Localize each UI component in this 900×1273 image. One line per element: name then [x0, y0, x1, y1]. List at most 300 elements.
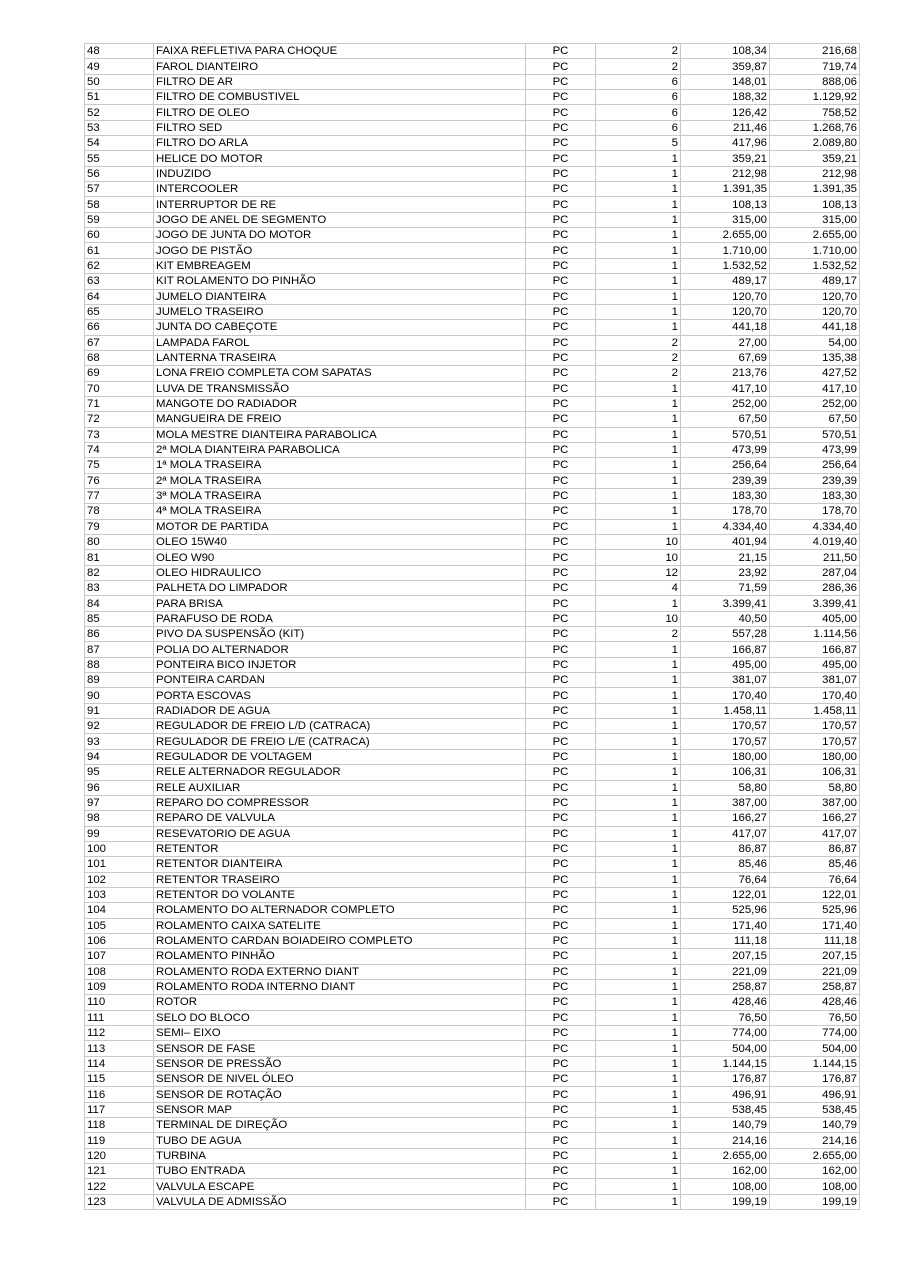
item-description: FAIXA REFLETIVA PARA CHOQUE: [154, 44, 526, 59]
item-unit-price: 258,87: [681, 979, 770, 994]
item-description: MOLA MESTRE DIANTEIRA PARABOLICA: [154, 427, 526, 442]
item-number: 61: [85, 243, 154, 258]
item-number: 74: [85, 442, 154, 457]
item-description: 3ª MOLA TRASEIRA: [154, 488, 526, 503]
item-total-price: 86,87: [770, 841, 860, 856]
table-row: [85, 535, 860, 550]
item-quantity: 1: [596, 765, 681, 780]
item-unit-price: 111,18: [681, 933, 770, 948]
item-unit-price: 162,00: [681, 1164, 770, 1179]
item-description: PONTEIRA BICO INJETOR: [154, 657, 526, 672]
item-number: 66: [85, 320, 154, 335]
table-row: [85, 811, 860, 826]
item-total-price: 108,00: [770, 1179, 860, 1194]
item-number: 55: [85, 151, 154, 166]
item-quantity: 1: [596, 1148, 681, 1163]
item-description: RELE AUXILIAR: [154, 780, 526, 795]
item-unit: PC: [526, 749, 596, 764]
item-quantity: 1: [596, 657, 681, 672]
item-description: FILTRO DE AR: [154, 74, 526, 89]
item-number: 104: [85, 903, 154, 918]
item-description: 4ª MOLA TRASEIRA: [154, 504, 526, 519]
item-quantity: 1: [596, 488, 681, 503]
item-description: SENSOR DE ROTAÇÃO: [154, 1087, 526, 1102]
item-description: FILTRO SED: [154, 120, 526, 135]
item-description: MANGUEIRA DE FREIO: [154, 412, 526, 427]
table-row: [85, 780, 860, 795]
item-unit-price: 473,99: [681, 442, 770, 457]
item-unit-price: 140,79: [681, 1118, 770, 1133]
item-description: RADIADOR DE AGUA: [154, 703, 526, 718]
item-number: 86: [85, 627, 154, 642]
item-total-price: 359,21: [770, 151, 860, 166]
item-unit-price: 76,50: [681, 1010, 770, 1025]
item-unit: PC: [526, 673, 596, 688]
item-quantity: 1: [596, 182, 681, 197]
table-row: [85, 749, 860, 764]
item-quantity: 10: [596, 550, 681, 565]
item-description: PORTA ESCOVAS: [154, 688, 526, 703]
item-unit-price: 176,87: [681, 1072, 770, 1087]
item-quantity: 1: [596, 872, 681, 887]
item-number: 99: [85, 826, 154, 841]
item-total-price: 58,80: [770, 780, 860, 795]
item-unit: PC: [526, 949, 596, 964]
item-unit: PC: [526, 228, 596, 243]
table-row: [85, 841, 860, 856]
item-total-price: 166,27: [770, 811, 860, 826]
item-quantity: 6: [596, 120, 681, 135]
item-unit-price: 428,46: [681, 995, 770, 1010]
item-unit-price: 188,32: [681, 90, 770, 105]
item-total-price: 525,96: [770, 903, 860, 918]
table-row: [85, 688, 860, 703]
item-number: 121: [85, 1164, 154, 1179]
item-number: 80: [85, 535, 154, 550]
table-row: [85, 1102, 860, 1117]
parts-table: [84, 43, 860, 1210]
item-unit: PC: [526, 59, 596, 74]
item-total-price: 170,57: [770, 719, 860, 734]
item-description: ROLAMENTO RODA EXTERNO DIANT: [154, 964, 526, 979]
item-total-price: 120,70: [770, 304, 860, 319]
item-quantity: 1: [596, 841, 681, 856]
item-description: LANTERNA TRASEIRA: [154, 350, 526, 365]
table-row: [85, 979, 860, 994]
item-description: JOGO DE ANEL DE SEGMENTO: [154, 212, 526, 227]
item-quantity: 1: [596, 1102, 681, 1117]
item-total-price: 183,30: [770, 488, 860, 503]
item-number: 87: [85, 642, 154, 657]
table-row: [85, 427, 860, 442]
table-row: [85, 44, 860, 59]
item-number: 102: [85, 872, 154, 887]
table-row: [85, 212, 860, 227]
item-description: PONTEIRA CARDAN: [154, 673, 526, 688]
table-row: [85, 274, 860, 289]
item-unit-price: 23,92: [681, 565, 770, 580]
table-row: [85, 488, 860, 503]
item-quantity: 1: [596, 473, 681, 488]
item-unit: PC: [526, 289, 596, 304]
item-unit: PC: [526, 857, 596, 872]
item-total-price: 1.144,15: [770, 1056, 860, 1071]
table-row: [85, 1087, 860, 1102]
item-quantity: 1: [596, 596, 681, 611]
item-unit-price: 538,45: [681, 1102, 770, 1117]
item-total-price: 381,07: [770, 673, 860, 688]
item-number: 103: [85, 887, 154, 902]
item-unit-price: 170,57: [681, 734, 770, 749]
item-description: VALVULA DE ADMISSÃO: [154, 1194, 526, 1209]
item-description: RETENTOR DIANTEIRA: [154, 857, 526, 872]
item-unit: PC: [526, 166, 596, 181]
item-description: ROTOR: [154, 995, 526, 1010]
item-unit: PC: [526, 320, 596, 335]
item-number: 116: [85, 1087, 154, 1102]
item-description: JOGO DE PISTÃO: [154, 243, 526, 258]
item-total-price: 162,00: [770, 1164, 860, 1179]
table-row: [85, 795, 860, 810]
item-number: 51: [85, 90, 154, 105]
item-number: 93: [85, 734, 154, 749]
table-row: [85, 887, 860, 902]
item-total-price: 76,50: [770, 1010, 860, 1025]
item-quantity: 5: [596, 136, 681, 151]
item-total-price: 496,91: [770, 1087, 860, 1102]
item-number: 84: [85, 596, 154, 611]
item-description: POLIA DO ALTERNADOR: [154, 642, 526, 657]
item-number: 56: [85, 166, 154, 181]
item-quantity: 1: [596, 826, 681, 841]
item-description: 1ª MOLA TRASEIRA: [154, 458, 526, 473]
item-quantity: 1: [596, 396, 681, 411]
item-unit: PC: [526, 872, 596, 887]
table-row: [85, 166, 860, 181]
item-total-price: 888,06: [770, 74, 860, 89]
item-total-price: 212,98: [770, 166, 860, 181]
item-quantity: 1: [596, 458, 681, 473]
item-description: ROLAMENTO DO ALTERNADOR COMPLETO: [154, 903, 526, 918]
item-quantity: 1: [596, 857, 681, 872]
item-number: 100: [85, 841, 154, 856]
item-total-price: 76,64: [770, 872, 860, 887]
item-total-price: 258,87: [770, 979, 860, 994]
item-unit-price: 417,07: [681, 826, 770, 841]
item-number: 48: [85, 44, 154, 59]
table-row: [85, 289, 860, 304]
item-unit: PC: [526, 366, 596, 381]
item-number: 110: [85, 995, 154, 1010]
item-quantity: 1: [596, 320, 681, 335]
table-row: [85, 412, 860, 427]
item-description: KIT EMBREAGEM: [154, 258, 526, 273]
item-quantity: 1: [596, 703, 681, 718]
item-total-price: 758,52: [770, 105, 860, 120]
item-description: RESEVATORIO DE AGUA: [154, 826, 526, 841]
item-unit: PC: [526, 1118, 596, 1133]
item-unit: PC: [526, 979, 596, 994]
item-unit: PC: [526, 90, 596, 105]
item-unit: PC: [526, 995, 596, 1010]
item-unit: PC: [526, 1041, 596, 1056]
item-unit-price: 381,07: [681, 673, 770, 688]
item-total-price: 252,00: [770, 396, 860, 411]
table-row: [85, 550, 860, 565]
item-number: 68: [85, 350, 154, 365]
item-number: 57: [85, 182, 154, 197]
item-number: 53: [85, 120, 154, 135]
item-number: 109: [85, 979, 154, 994]
item-total-price: 286,36: [770, 581, 860, 596]
table-row: [85, 59, 860, 74]
table-row: [85, 151, 860, 166]
item-quantity: 1: [596, 995, 681, 1010]
table-row: [85, 657, 860, 672]
table-row: [85, 673, 860, 688]
item-total-price: 122,01: [770, 887, 860, 902]
item-description: RETENTOR DO VOLANTE: [154, 887, 526, 902]
item-quantity: 1: [596, 795, 681, 810]
item-total-price: 166,87: [770, 642, 860, 657]
item-unit-price: 120,70: [681, 289, 770, 304]
item-total-price: 2.655,00: [770, 1148, 860, 1163]
item-unit-price: 2.655,00: [681, 1148, 770, 1163]
item-unit: PC: [526, 519, 596, 534]
item-number: 79: [85, 519, 154, 534]
item-description: SENSOR DE PRESSÃO: [154, 1056, 526, 1071]
item-unit-price: 212,98: [681, 166, 770, 181]
item-number: 76: [85, 473, 154, 488]
item-number: 94: [85, 749, 154, 764]
item-unit-price: 40,50: [681, 611, 770, 626]
item-quantity: 1: [596, 1087, 681, 1102]
table-row: [85, 396, 860, 411]
item-quantity: 2: [596, 627, 681, 642]
item-number: 98: [85, 811, 154, 826]
item-quantity: 1: [596, 1010, 681, 1025]
item-unit-price: 221,09: [681, 964, 770, 979]
item-unit-price: 108,13: [681, 197, 770, 212]
item-total-price: 4.019,40: [770, 535, 860, 550]
item-number: 64: [85, 289, 154, 304]
item-unit: PC: [526, 826, 596, 841]
table-row: [85, 826, 860, 841]
item-quantity: 1: [596, 1194, 681, 1209]
table-row: [85, 350, 860, 365]
item-total-price: 495,00: [770, 657, 860, 672]
item-number: 78: [85, 504, 154, 519]
table-row: [85, 903, 860, 918]
item-total-price: 473,99: [770, 442, 860, 457]
item-quantity: 1: [596, 964, 681, 979]
item-unit-price: 148,01: [681, 74, 770, 89]
item-unit: PC: [526, 1087, 596, 1102]
item-quantity: 1: [596, 949, 681, 964]
item-unit: PC: [526, 719, 596, 734]
item-number: 101: [85, 857, 154, 872]
item-description: TUBO DE AGUA: [154, 1133, 526, 1148]
item-unit-price: 256,64: [681, 458, 770, 473]
table-row: [85, 473, 860, 488]
item-description: MOTOR DE PARTIDA: [154, 519, 526, 534]
item-quantity: 1: [596, 979, 681, 994]
item-quantity: 1: [596, 304, 681, 319]
item-description: SENSOR DE FASE: [154, 1041, 526, 1056]
item-total-price: 287,04: [770, 565, 860, 580]
item-total-price: 570,51: [770, 427, 860, 442]
item-unit-price: 211,46: [681, 120, 770, 135]
item-quantity: 2: [596, 44, 681, 59]
item-number: 85: [85, 611, 154, 626]
item-number: 77: [85, 488, 154, 503]
item-description: LUVA DE TRANSMISSÃO: [154, 381, 526, 396]
item-unit-price: 315,00: [681, 212, 770, 227]
item-unit-price: 441,18: [681, 320, 770, 335]
item-description: FAROL DIANTEIRO: [154, 59, 526, 74]
item-quantity: 6: [596, 90, 681, 105]
item-unit-price: 67,50: [681, 412, 770, 427]
item-unit: PC: [526, 903, 596, 918]
table-row: [85, 258, 860, 273]
table-row: [85, 1133, 860, 1148]
item-total-price: 4.334,40: [770, 519, 860, 534]
item-number: 115: [85, 1072, 154, 1087]
item-number: 82: [85, 565, 154, 580]
item-number: 72: [85, 412, 154, 427]
table-row: [85, 1164, 860, 1179]
table-row: [85, 90, 860, 105]
item-total-price: 538,45: [770, 1102, 860, 1117]
item-number: 89: [85, 673, 154, 688]
item-unit-price: 85,46: [681, 857, 770, 872]
item-unit-price: 207,15: [681, 949, 770, 964]
item-quantity: 1: [596, 151, 681, 166]
item-number: 50: [85, 74, 154, 89]
item-description: OLEO W90: [154, 550, 526, 565]
item-description: TUBO ENTRADA: [154, 1164, 526, 1179]
item-unit: PC: [526, 642, 596, 657]
table-row: [85, 1026, 860, 1041]
item-description: JUNTA DO CABEÇOTE: [154, 320, 526, 335]
item-number: 122: [85, 1179, 154, 1194]
parts-price-sheet: [84, 43, 859, 1210]
item-unit: PC: [526, 918, 596, 933]
item-unit: PC: [526, 703, 596, 718]
item-unit: PC: [526, 657, 596, 672]
item-unit-price: 387,00: [681, 795, 770, 810]
item-unit-price: 417,96: [681, 136, 770, 151]
item-number: 69: [85, 366, 154, 381]
item-number: 95: [85, 765, 154, 780]
item-quantity: 1: [596, 519, 681, 534]
table-row: [85, 703, 860, 718]
item-unit: PC: [526, 627, 596, 642]
item-description: TERMINAL DE DIREÇÃO: [154, 1118, 526, 1133]
item-unit: PC: [526, 1164, 596, 1179]
table-row: [85, 949, 860, 964]
item-total-price: 199,19: [770, 1194, 860, 1209]
table-row: [85, 642, 860, 657]
item-number: 75: [85, 458, 154, 473]
item-quantity: 2: [596, 366, 681, 381]
item-quantity: 2: [596, 59, 681, 74]
item-unit: PC: [526, 350, 596, 365]
item-unit-price: 557,28: [681, 627, 770, 642]
item-quantity: 6: [596, 105, 681, 120]
item-quantity: 1: [596, 811, 681, 826]
item-total-price: 214,16: [770, 1133, 860, 1148]
item-unit: PC: [526, 811, 596, 826]
item-unit: PC: [526, 120, 596, 135]
item-number: 91: [85, 703, 154, 718]
item-quantity: 1: [596, 1041, 681, 1056]
item-number: 112: [85, 1026, 154, 1041]
item-description: SENSOR MAP: [154, 1102, 526, 1117]
item-description: 2ª MOLA DIANTEIRA PARABOLICA: [154, 442, 526, 457]
item-unit-price: 76,64: [681, 872, 770, 887]
item-description: PIVO DA SUSPENSÃO (KIT): [154, 627, 526, 642]
item-total-price: 427,52: [770, 366, 860, 381]
item-description: PARA BRISA: [154, 596, 526, 611]
item-unit-price: 774,00: [681, 1026, 770, 1041]
item-unit-price: 178,70: [681, 504, 770, 519]
item-unit: PC: [526, 274, 596, 289]
table-row: [85, 519, 860, 534]
item-unit: PC: [526, 1010, 596, 1025]
item-unit: PC: [526, 841, 596, 856]
table-row: [85, 964, 860, 979]
item-total-price: 441,18: [770, 320, 860, 335]
parts-table-body: [85, 44, 860, 1210]
item-unit-price: 199,19: [681, 1194, 770, 1209]
item-unit-price: 108,00: [681, 1179, 770, 1194]
item-description: FILTRO DO ARLA: [154, 136, 526, 151]
item-unit-price: 401,94: [681, 535, 770, 550]
item-quantity: 1: [596, 197, 681, 212]
table-row: [85, 1148, 860, 1163]
item-total-price: 1.268,76: [770, 120, 860, 135]
item-number: 71: [85, 396, 154, 411]
table-row: [85, 933, 860, 948]
item-unit: PC: [526, 182, 596, 197]
item-unit-price: 166,87: [681, 642, 770, 657]
item-unit: PC: [526, 596, 596, 611]
item-number: 73: [85, 427, 154, 442]
table-row: [85, 627, 860, 642]
item-unit: PC: [526, 473, 596, 488]
item-total-price: 176,87: [770, 1072, 860, 1087]
item-total-price: 120,70: [770, 289, 860, 304]
item-total-price: 405,00: [770, 611, 860, 626]
item-total-price: 1.114,56: [770, 627, 860, 642]
item-unit-price: 166,27: [681, 811, 770, 826]
item-quantity: 1: [596, 749, 681, 764]
item-total-price: 256,64: [770, 458, 860, 473]
item-unit-price: 359,21: [681, 151, 770, 166]
item-description: PARAFUSO DE RODA: [154, 611, 526, 626]
item-quantity: 1: [596, 734, 681, 749]
item-quantity: 1: [596, 933, 681, 948]
item-quantity: 1: [596, 228, 681, 243]
item-unit: PC: [526, 734, 596, 749]
item-unit-price: 2.655,00: [681, 228, 770, 243]
item-unit-price: 126,42: [681, 105, 770, 120]
item-total-price: 216,68: [770, 44, 860, 59]
item-quantity: 1: [596, 427, 681, 442]
item-unit-price: 570,51: [681, 427, 770, 442]
item-number: 97: [85, 795, 154, 810]
